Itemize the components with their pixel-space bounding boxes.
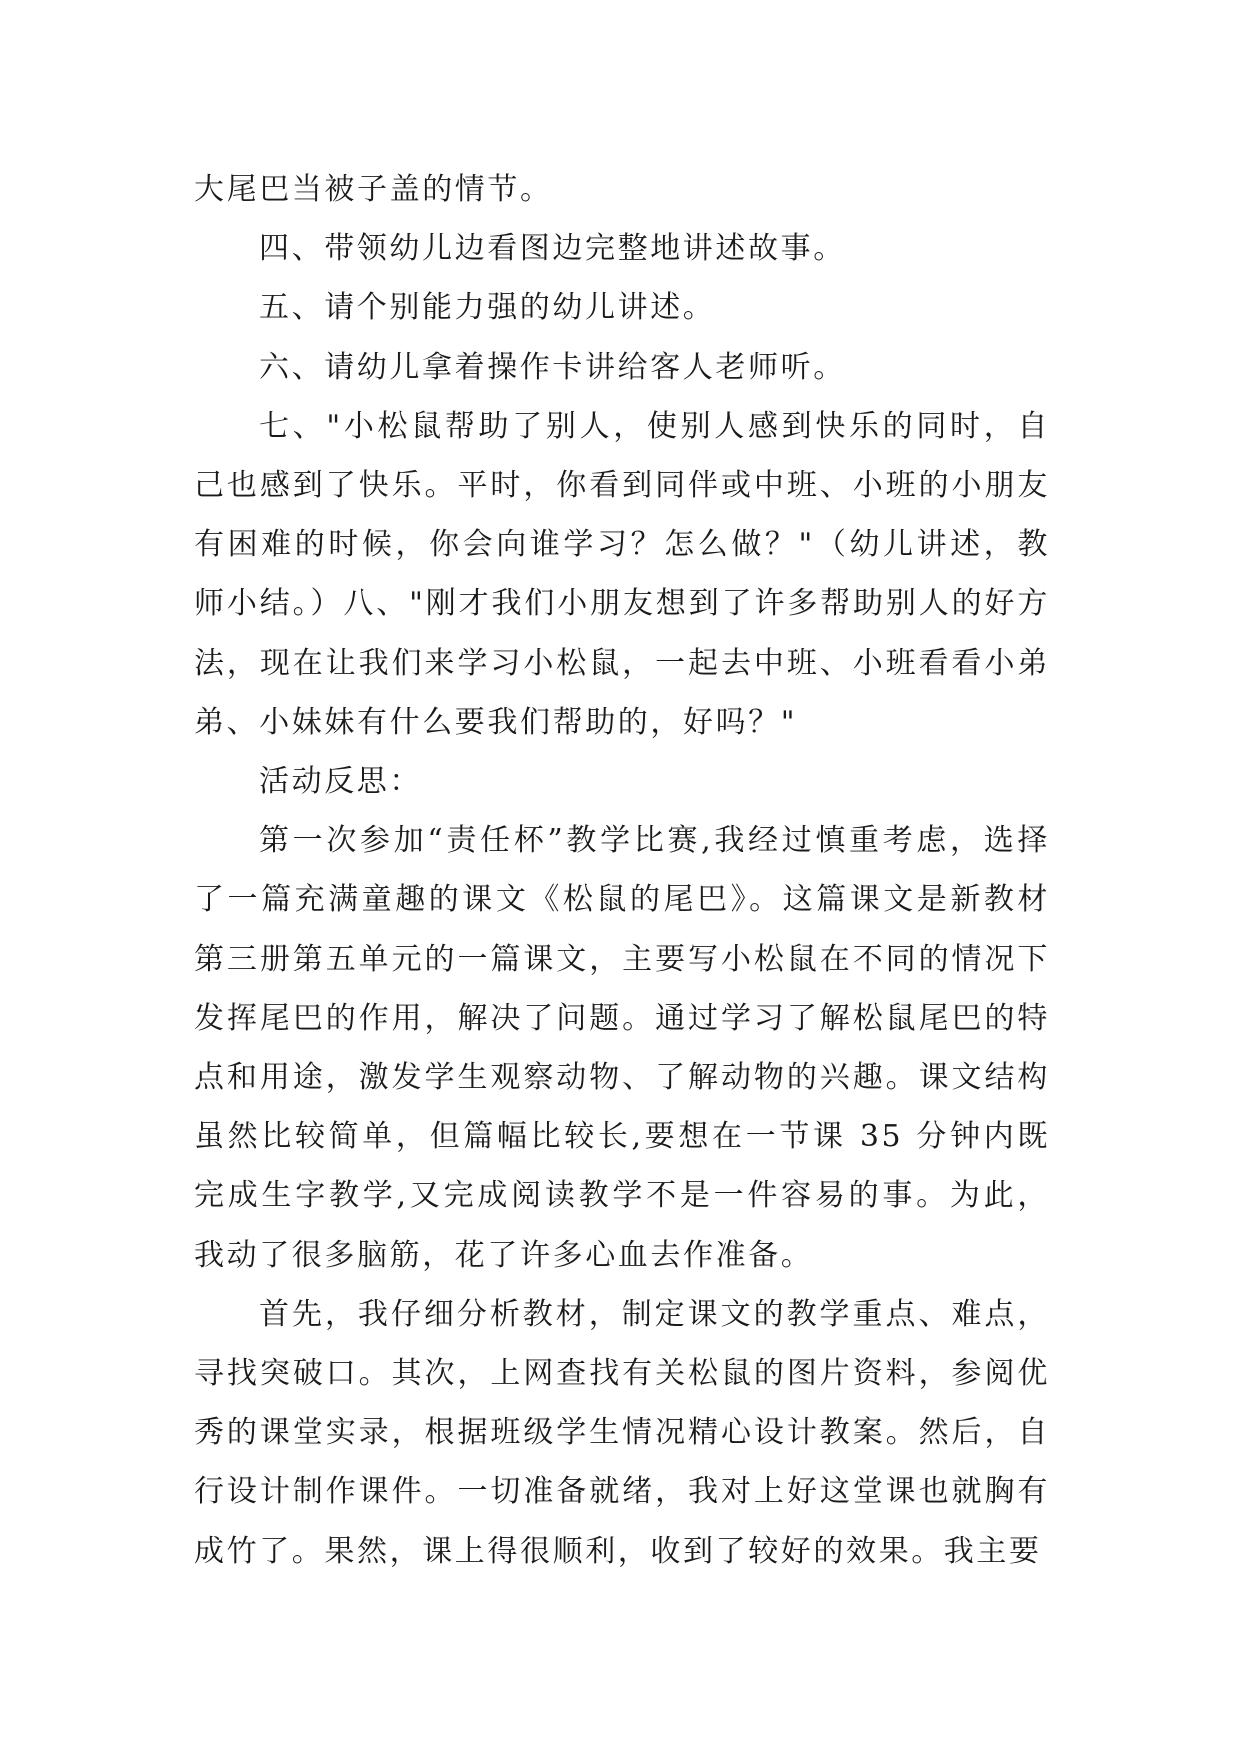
paragraph: 四、带领幼儿边看图边完整地讲述故事。 — [259, 231, 846, 267]
paragraph: 第一次参加“责任杯”教学比赛,我经过慎重考虑，选择了一篇充满童趣的课文《松鼠的尾巴》。这篇课文是新教材第三册第五单元的一篇课文，主要写小松鼠在不同的情况下发挥尾巴的作用，解决了问题。通过学习了解松鼠尾巴的特点和用途，激发学生观察动物、了解动物的兴趣。课文结构虽然比较简单，但篇幅比较长,要想在一节课 35 分钟内既完成生字教学,又完成阅读教学不是一件容易的事。为此，我动了很多脑筋，花了许多心血去作准备。 — [194, 823, 1050, 1273]
paragraph: 五、请个别能力强的幼儿讲述。 — [259, 290, 716, 326]
paragraph: 大尾巴当被子盖的情节。 — [194, 172, 553, 207]
document-body — [194, 160, 1050, 1581]
paragraph: 六、请幼儿拿着操作卡讲给客人老师听。 — [259, 349, 846, 385]
paragraph: 首先，我仔细分析教材，制定课文的教学重点、难点，寻找突破口。其次，上网查找有关松鼠的图片资料，参阅优秀的课堂实录，根据班级学生情况精心设计教案。然后，自行设计制作课件。一切准备就绪，我对上好这堂课也就胸有成竹了。果然，课上得很顺利，收到了较好的效果。我主要 — [194, 1296, 1050, 1569]
section-heading: 活动反思： — [259, 764, 422, 800]
paragraph: 七、"小松鼠帮助了别人，使别人感到快乐的同时，自己也感到了快乐。平时，你看到同伴或中班、小班的小朋友有困难的时候，你会向谁学习？怎么做？"（幼儿讲述，教师小结。）八、"刚才我们小朋友想到了许多帮助别人的好方法，现在让我们来学习小松鼠，一起去中班、小班看看小弟弟、小妹妹有什么要我们帮助的，好吗？" — [194, 408, 1050, 740]
